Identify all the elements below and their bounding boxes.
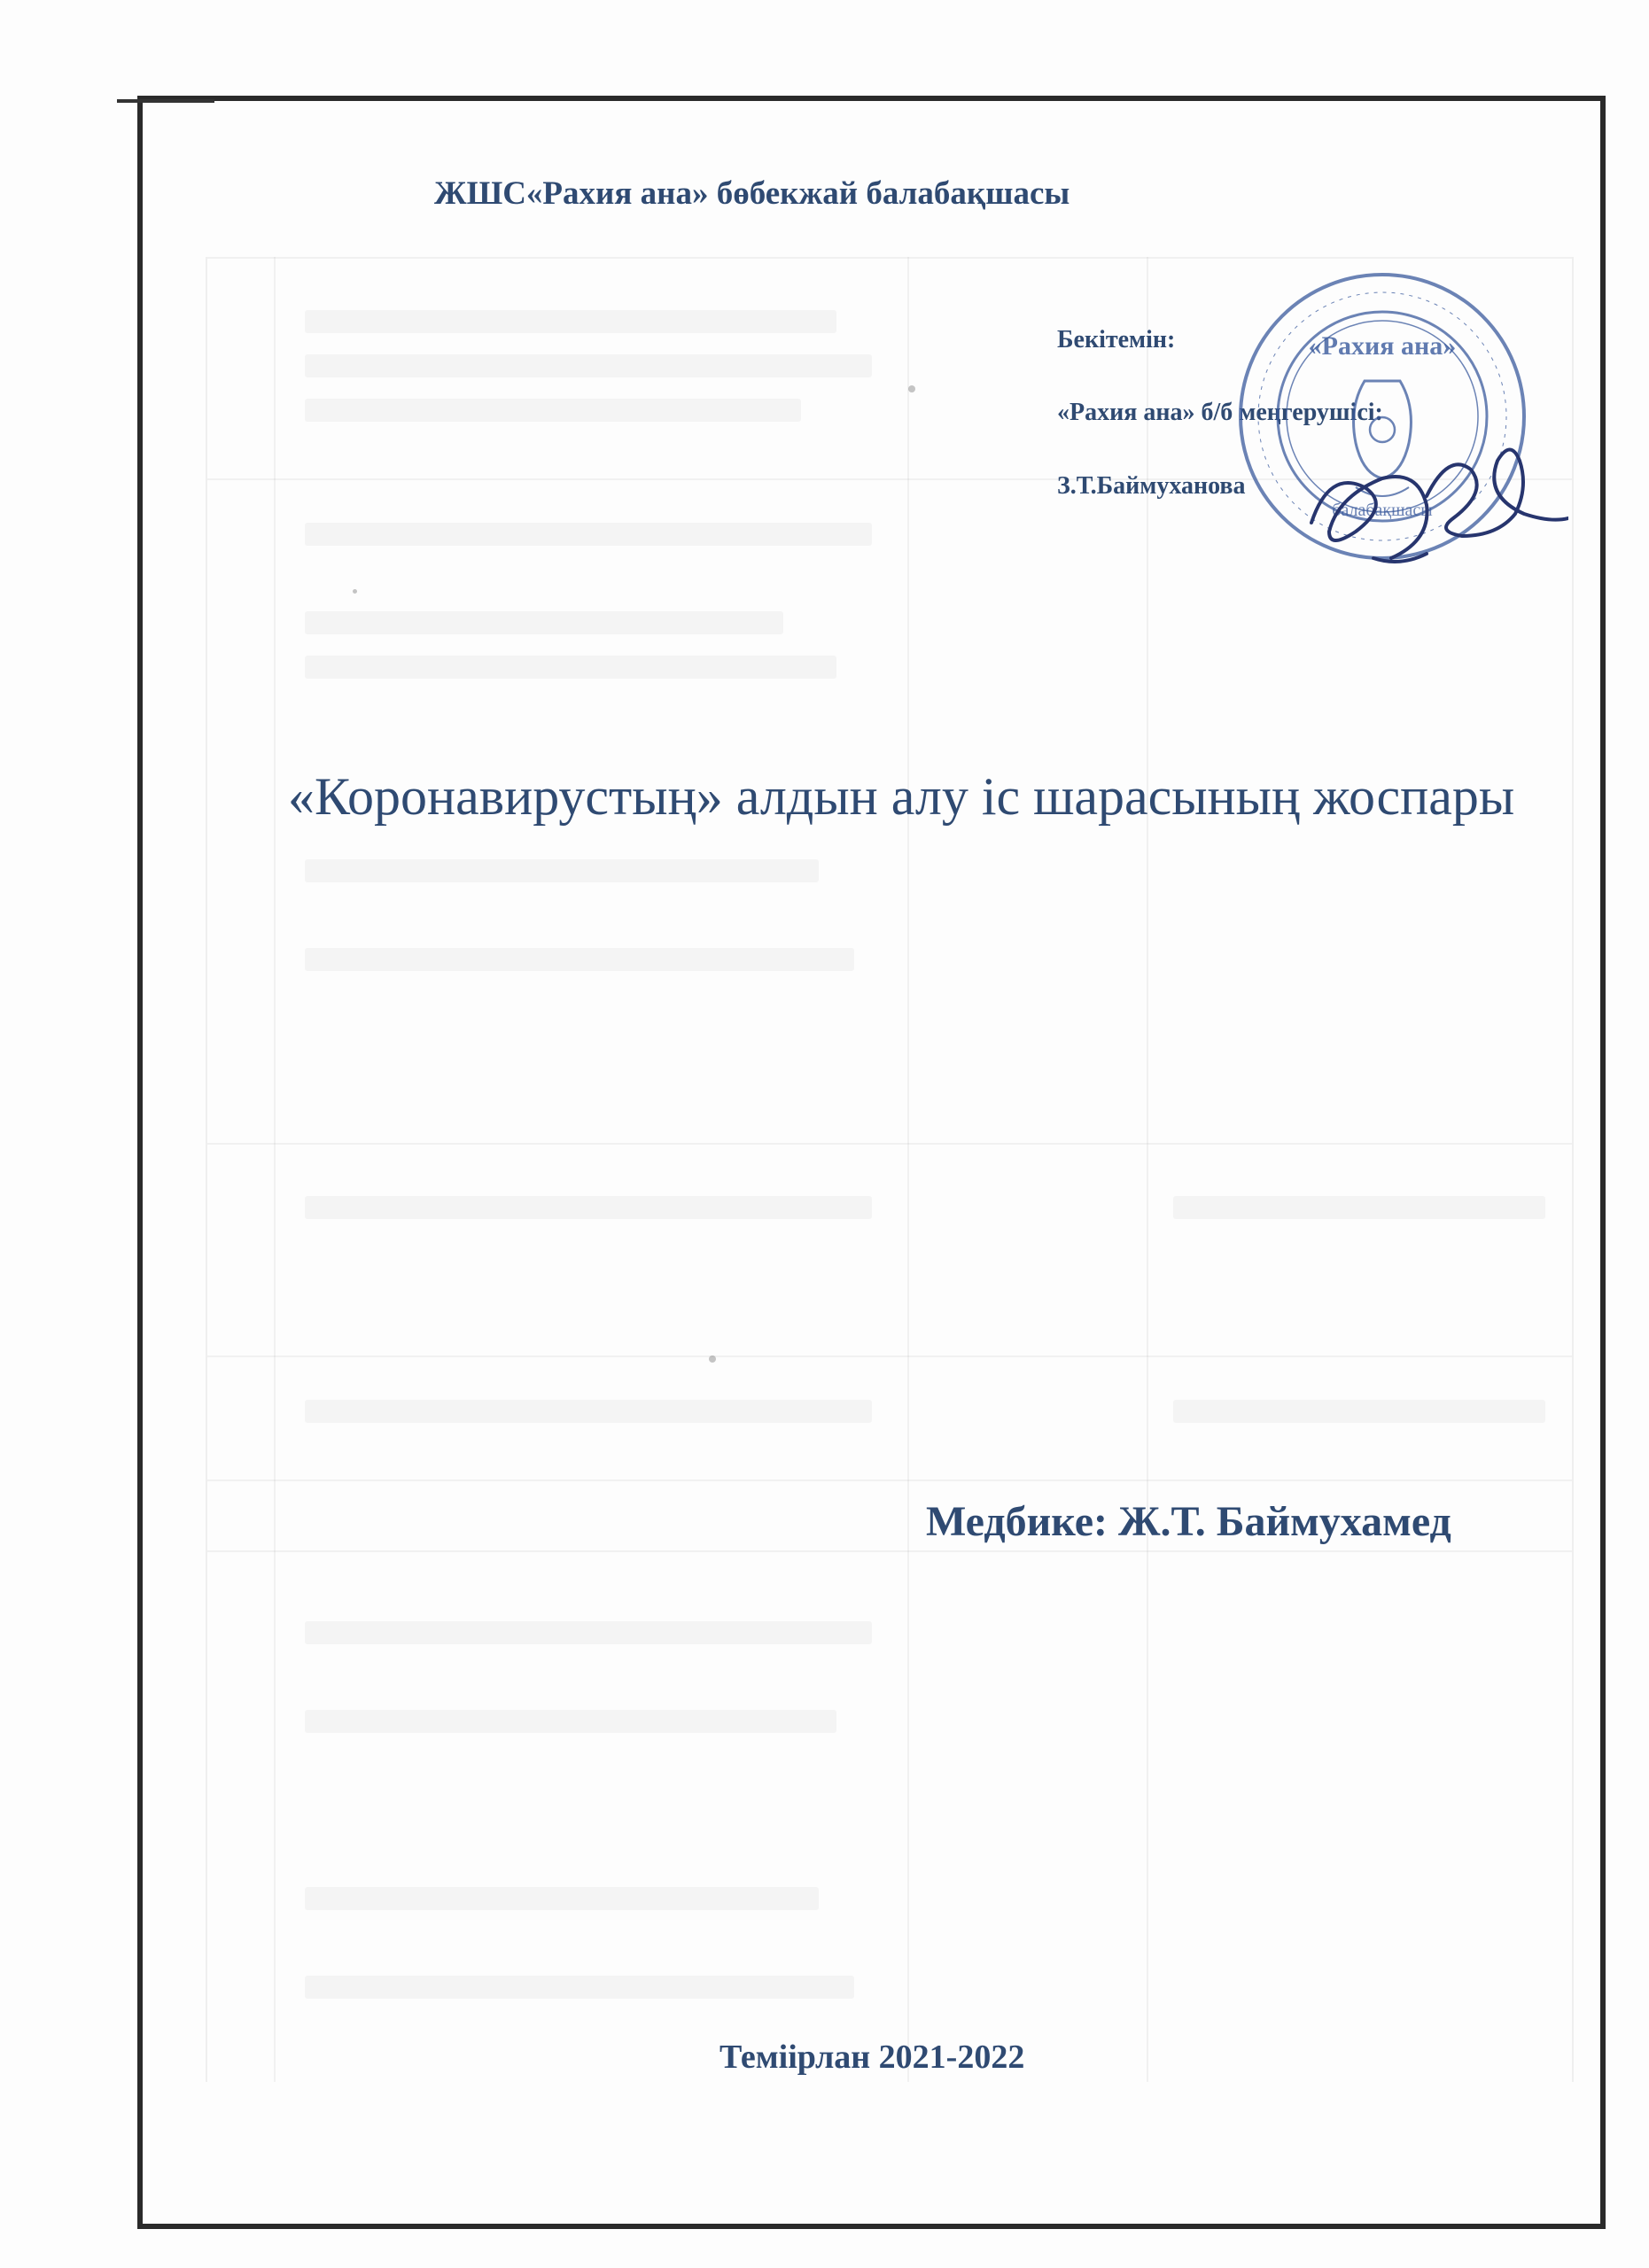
frame-corner-mark [117,99,214,103]
city-and-years: Теміірлан 2021-2022 [719,2039,1025,2076]
nurse-signatory: Медбике: Ж.Т. Баймухамед [926,1498,1451,1545]
stamp-inner-text: балабақшасы [1332,501,1433,520]
stamp-center-text: «Рахия ана» [1308,331,1457,361]
document-title: «Коронавирустың» алдын алу іс шарасының жоспары [288,767,1515,826]
manager-title: «Рахия ана» б/б меңгерушісі: [1057,399,1383,426]
manager-name: З.Т.Баймуханова [1057,472,1246,500]
scan-speck [709,1355,716,1363]
organization-name: ЖШС«Рахия ана» бөбекжай балабақшасы [434,175,1070,212]
approval-label: Бекітемін: [1057,326,1176,353]
scan-speck [908,385,915,392]
scan-speck [353,589,357,594]
manager-signature [1294,416,1568,594]
